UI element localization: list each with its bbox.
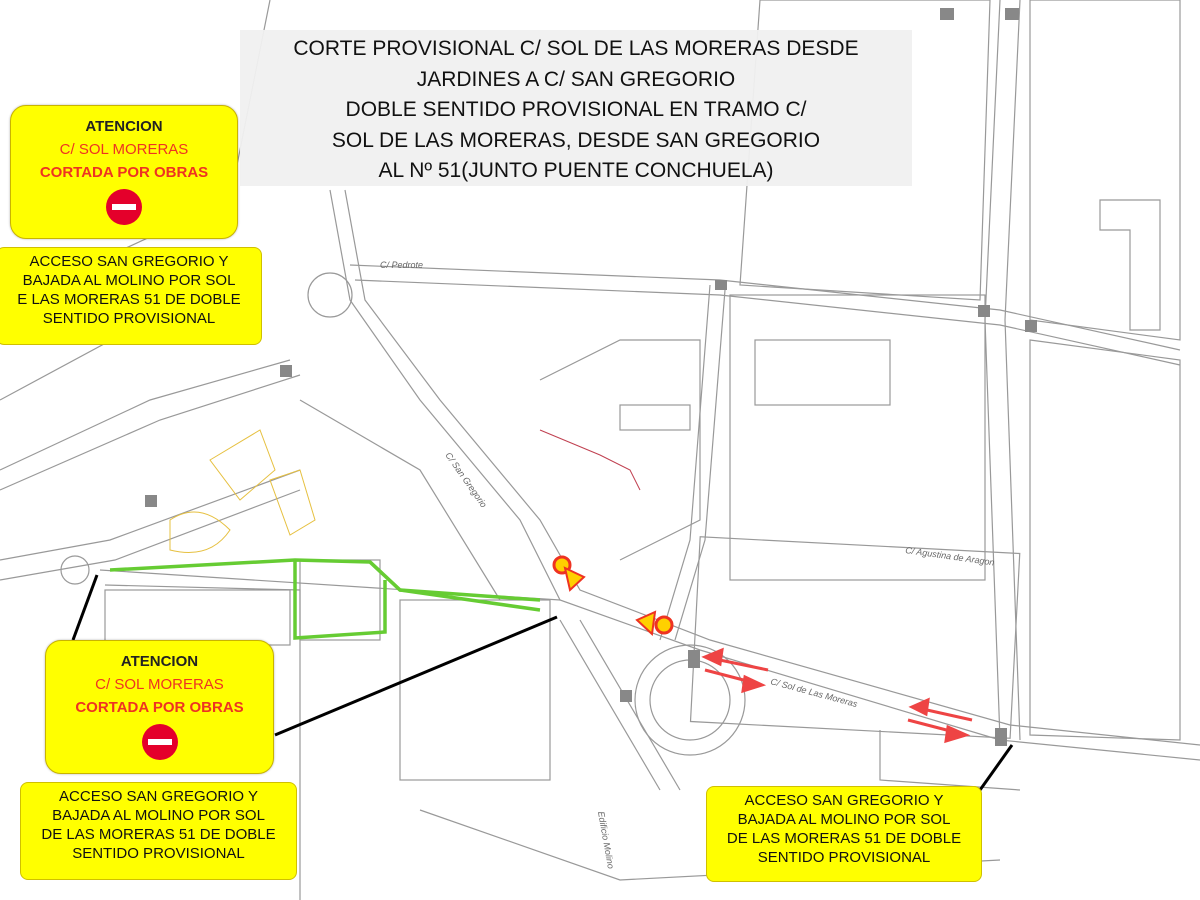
access-note-top	[0, 247, 262, 345]
street-labels	[380, 260, 995, 869]
title-line: JARDINES A C/ SAN GREGORIO	[416, 67, 736, 91]
access-line: SENTIDO PROVISIONAL	[42, 310, 216, 327]
green-detour-route	[110, 560, 540, 638]
no-entry-icon	[106, 189, 142, 225]
access-line: BAJADA AL MOLINO POR SOL	[737, 811, 951, 828]
road-closed-sign-bottom	[45, 640, 274, 774]
svg-text:C/ San Gregorio: C/ San Gregorio	[443, 450, 489, 510]
access-line: BAJADA AL MOLINO POR SOL	[52, 807, 265, 824]
access-line: DE LAS MORERAS 51 DE DOBLE	[726, 830, 962, 847]
access-line: BAJADA AL MOLINO POR SOL	[22, 272, 236, 289]
title-line: SOL DE LAS MORERAS, DESDE SAN GREGORIO	[331, 128, 821, 152]
title-line: DOBLE SENTIDO PROVISIONAL EN TRAMO C/	[345, 98, 807, 121]
warning-heading: ATENCION	[120, 653, 199, 670]
traffic-signs	[554, 557, 672, 634]
svg-text:C/ Sol de Las Moreras: C/ Sol de Las Moreras	[769, 676, 859, 710]
access-line: ACCESO SAN GREGORIO Y	[59, 788, 258, 805]
warning-status: CORTADA POR OBRAS	[39, 164, 209, 181]
warning-status: CORTADA POR OBRAS	[75, 699, 244, 716]
title-line: CORTE PROVISIONAL C/ SOL DE LAS MORERAS DESDE	[293, 37, 859, 60]
warning-street: C/ SOL MORERAS	[59, 141, 189, 158]
access-line: ACCESO SAN GREGORIO Y	[29, 253, 229, 270]
no-entry-icon	[142, 724, 178, 760]
svg-text:C/ Agustina de Aragon: C/ Agustina de Aragon	[904, 545, 996, 568]
access-note-bottom-left	[20, 782, 297, 880]
title-line: AL Nº 51(JUNTO PUENTE CONCHUELA)	[378, 159, 774, 182]
access-line: ACCESO SAN GREGORIO Y	[744, 792, 944, 809]
access-line: SENTIDO PROVISIONAL	[72, 845, 245, 862]
warning-heading: ATENCION	[85, 118, 163, 135]
warning-street: C/ SOL MORERAS	[95, 676, 224, 693]
access-note-bottom-right	[706, 786, 982, 882]
boundary-line	[540, 430, 640, 490]
road-closed-sign-top	[10, 105, 238, 239]
access-line: E LAS MORERAS 51 DE DOBLE	[17, 291, 241, 308]
svg-text:C/ Pedrote: C/ Pedrote	[380, 260, 424, 270]
access-line: SENTIDO PROVISIONAL	[757, 849, 931, 866]
notice-title	[240, 30, 912, 186]
access-line: DE LAS MORERAS 51 DE DOBLE	[41, 826, 276, 843]
svg-text:Edificio Molino: Edificio Molino	[596, 810, 616, 870]
